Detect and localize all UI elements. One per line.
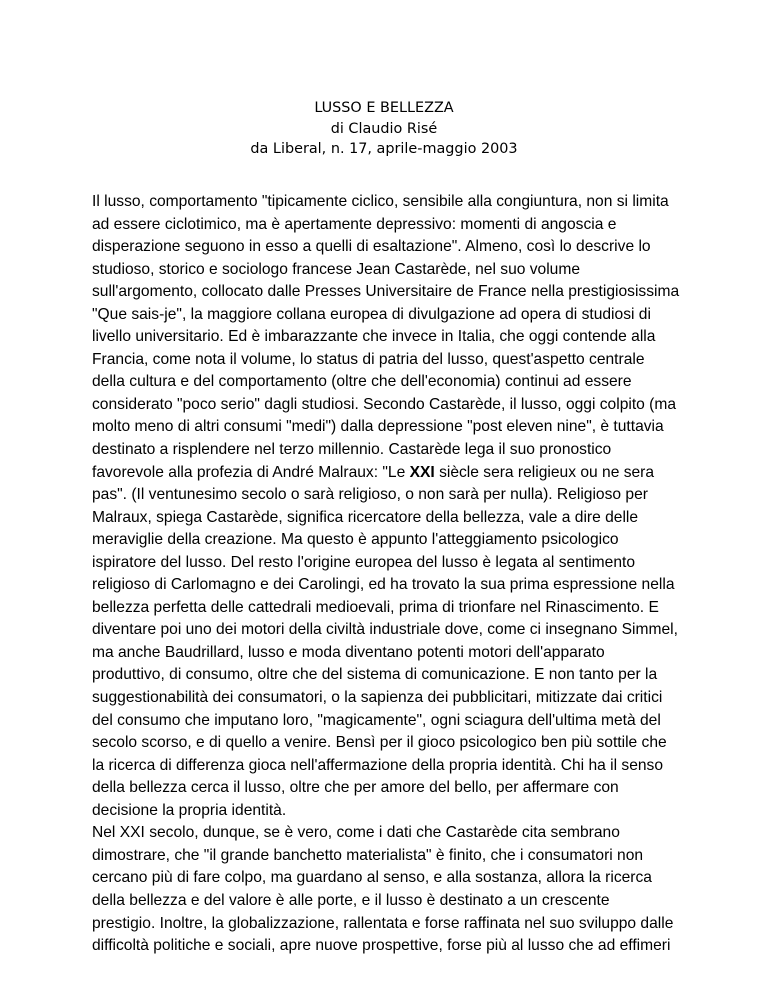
text-line: cercano più di fare colpo, ma guardano al senso, e alla sostanza, allora la ricerca bbox=[92, 869, 652, 887]
text-line: secolo scorso, e di quello a venire. Bensì per il gioco psicologico ben più sottile che bbox=[92, 734, 667, 752]
text-line: prestigio. Inoltre, la globalizzazione, rallentata e forse raffinata nel suo sviluppo dalle bbox=[92, 914, 674, 932]
article-body bbox=[92, 191, 684, 958]
text-line: della bellezza cerca il lusso, oltre che per amore del bello, per affermare con bbox=[92, 779, 619, 797]
text-line: della bellezza e del valore è alle porte, e il lusso è destinato a un crescente bbox=[92, 891, 610, 909]
text-line: considerato "poco serio" dagli studiosi. Secondo Castarède, il lusso, oggi colpito (ma bbox=[92, 395, 677, 413]
text-line: bellezza perfetta delle cattedrali medioevali, prima di trionfare nel Rinascimento. E bbox=[92, 598, 659, 616]
text-line: livello universitario. Ed è imbarazzante che invece in Italia, che oggi contende alla bbox=[92, 328, 656, 346]
text-line: decisione la propria identità. bbox=[92, 801, 287, 819]
text-line: ad essere ciclotimico, ma è apertamente depressivo: momenti di angoscia e bbox=[92, 215, 617, 233]
text-segment: siècle sera religieux ou ne sera bbox=[434, 463, 655, 481]
text-line: molto meno di altri consumi "medi") dalla depressione "post eleven nine", è tuttavia bbox=[92, 418, 664, 436]
text-line: Malraux, spiega Castarède, significa ricercatore della bellezza, vale a dire delle bbox=[92, 508, 639, 526]
document-header bbox=[0, 98, 768, 160]
text-line: Francia, come nota il volume, lo status di patria del lusso, quest'aspetto centrale bbox=[92, 350, 645, 368]
document-title: LUSSO E BELLEZZA bbox=[314, 100, 454, 116]
text-line: meraviglie della creazione. Ma questo è appunto l'atteggiamento psicologico bbox=[92, 531, 619, 549]
document-author: di Claudio Risé bbox=[330, 120, 438, 137]
text-line: ma anche Baudrillard, lusso e moda diventano potenti motori dell'apparato bbox=[92, 643, 605, 661]
text-line: della cultura e del comportamento (oltre che dell'economia) continui ad essere bbox=[92, 373, 632, 391]
text-line: del consumo che imputano loro, "magicamente", ogni sciagura dell'ultima metà del bbox=[92, 711, 661, 729]
text-segment: favorevole alla profezia di André Malraux: "Le bbox=[92, 463, 410, 481]
text-line: ispiratore del lusso. Del resto l'origine europea del lusso è legata al sentimento bbox=[92, 553, 636, 571]
text-line: religioso di Carlomagno e dei Carolingi, ed ha trovato la sua prima espressione nella bbox=[92, 576, 675, 594]
bold-text: XXI bbox=[409, 463, 435, 481]
document-source: da Liberal, n. 17, aprile-maggio 2003 bbox=[250, 141, 518, 157]
text-line: Il lusso, comportamento "tipicamente ciclico, sensibile alla congiuntura, non si limita bbox=[92, 193, 669, 210]
text-line: destinato a risplendere nel terzo millennio. Castarède lega il suo pronostico bbox=[92, 441, 612, 459]
text-line: produttivo, di consumo, oltre che del sistema di comunicazione. E non tanto per la bbox=[92, 666, 658, 684]
text-line: "Que sais-je", la maggiore collana europea di divulgazione ad opera di studiosi di bbox=[92, 305, 651, 323]
text-line: sull'argomento, collocato dalle Presses Universitaire de France nella prestigiosissima bbox=[92, 283, 680, 301]
text-line: dimostrare, che "il grande banchetto materialista" è finito, che i consumatori non bbox=[92, 846, 644, 864]
text-line: Nel XXI secolo, dunque, se è vero, come i dati che Castarède cita sembrano bbox=[92, 824, 620, 842]
text-line-with-bold bbox=[92, 462, 684, 485]
text-line: pas". (Il ventunesimo secolo o sarà religioso, o non sarà per nulla). Religioso per bbox=[92, 486, 648, 504]
text-line: disperazione seguono in esso a quelli di esaltazione". Almeno, così lo descrive lo bbox=[92, 238, 651, 256]
text-line: difficoltà politiche e sociali, apre nuove prospettive, forse più al lusso che ad effimeri bbox=[92, 937, 671, 955]
text-line: suggestionabilità dei consumatori, o la sapienza dei pubblicitari, mitizzate dai critici bbox=[92, 689, 663, 707]
text-line: studioso, storico e sociologo francese Jean Castarède, nel suo volume bbox=[92, 260, 581, 278]
text-line: diventare poi uno dei motori della civiltà industriale dove, come ci insegnano Simmel, bbox=[92, 621, 678, 639]
text-line: la ricerca di differenza gioca nell'affermazione della propria identità. Chi ha il senso bbox=[92, 756, 664, 774]
